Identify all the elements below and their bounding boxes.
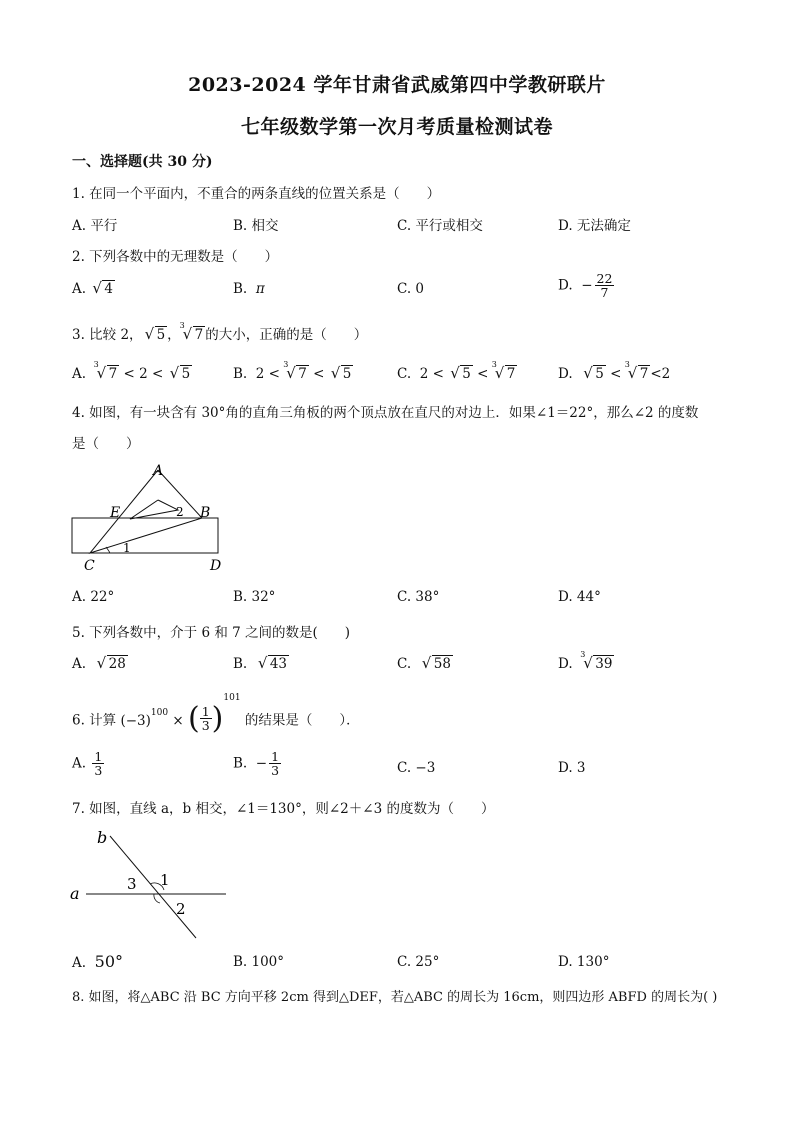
q2-option-c: C. 0	[397, 281, 425, 297]
q3-option-d: D. √ 5 < 3 √ 7 <2	[558, 360, 671, 382]
q5-option-a: A. √ 28	[72, 654, 126, 672]
exam-title-line1: 2023-2024 学年甘肃省武威第四中学教研联片	[188, 74, 606, 96]
q7-label-a: a	[70, 884, 80, 903]
question-3-stem: 3. 比较 2， √ 5 ， 3 √ 7 的大小，正确的是（ ）	[72, 321, 368, 343]
q7-option-c: C. 25°	[397, 954, 440, 970]
q4-angle-1: 1	[123, 541, 131, 555]
question-6-stem: 6. 计算 $(-3)^{100}$ × ( $\frac{1}{3}$ )$^{101}$ 的结果是（ ）．	[72, 693, 360, 736]
q7-angle-2: 2	[176, 900, 186, 918]
question-7-stem: 7. 如图，直线 a，b 相交，∠1＝130°，则∠2＋∠3 的度数为（ ）	[72, 801, 495, 817]
q7-label-b: b	[97, 828, 108, 847]
q1-option-b: B. 相交	[233, 218, 279, 234]
q4-option-c: C. 38°	[397, 589, 440, 605]
question-8-stem: 8. 如图，将△ABC 沿 BC 方向平移 2cm 得到△DEF，若△ABC 的周长为 16cm，则四边形 ABFD 的周长为( )	[72, 990, 718, 1005]
q5-option-b: B. √ 43	[233, 654, 287, 672]
q2-option-d: D. − $\frac{22}{7}$	[558, 271, 613, 301]
q4-ruler-triangle-figure	[60, 458, 240, 578]
q7-intersecting-lines-figure	[64, 824, 234, 944]
question-4-stem-line2: 是（ ）	[72, 436, 140, 452]
q6-option-a: A. $\frac{1}{3}$	[72, 749, 103, 779]
q4-label-d: D	[210, 558, 222, 574]
q7-angle-3: 3	[127, 875, 137, 893]
q4-label-c: C	[84, 558, 95, 574]
q7-option-a: A. 50°	[72, 952, 123, 971]
q6-option-d: D. 3	[558, 760, 586, 776]
q7-angle-1: 1	[160, 871, 170, 889]
q2-option-b: B. π	[233, 281, 265, 297]
question-4-stem-line1: 4. 如图，有一块含有 30°角的直角三角板的两个顶点放在直尺的对边上．如果∠1＝22°，那么∠2 的度数	[72, 405, 699, 421]
q7-option-d: D. 130°	[558, 954, 610, 970]
q1-option-a: A. 平行	[72, 218, 118, 234]
q4-label-b: B	[200, 505, 211, 521]
question-5-stem: 5. 下列各数中，介于 6 和 7 之间的数是( )	[72, 625, 351, 641]
question-1-stem: 1. 在同一个平面内，不重合的两条直线的位置关系是（ ）	[72, 186, 441, 202]
exam-title-line2: 七年级数学第一次月考质量检测试卷	[240, 116, 553, 138]
q5-option-c: C. √ 58	[397, 654, 451, 672]
q4-angle-2: 2	[176, 505, 184, 519]
q3-option-a: A. 3 √ 7 < 2 < √ 5	[72, 360, 191, 382]
section-heading: 一、选择题(共 30 分)	[72, 154, 213, 170]
q5-option-d: D. 3 √ 39	[558, 650, 613, 672]
q4-option-a: A. 22°	[72, 589, 115, 605]
q4-label-a: A	[153, 463, 164, 479]
q4-label-e: E	[110, 505, 121, 521]
q7-option-b: B. 100°	[233, 954, 285, 970]
q2-option-a: A. √ 4	[72, 279, 113, 297]
q3-option-c: C. 2 < √ 5 < 3 √ 7	[397, 360, 516, 382]
q6-option-c: C. −3	[397, 760, 436, 776]
question-2-stem: 2. 下列各数中的无理数是（ ）	[72, 249, 279, 265]
q4-option-d: D. 44°	[558, 589, 601, 605]
q1-option-c: C. 平行或相交	[397, 218, 483, 234]
q4-option-b: B. 32°	[233, 589, 276, 605]
q6-option-b: B. − $\frac{1}{3}$	[233, 749, 280, 779]
q1-option-d: D. 无法确定	[558, 218, 631, 234]
q3-option-b: B. 2 < 3 √ 7 < √ 5	[233, 360, 352, 382]
